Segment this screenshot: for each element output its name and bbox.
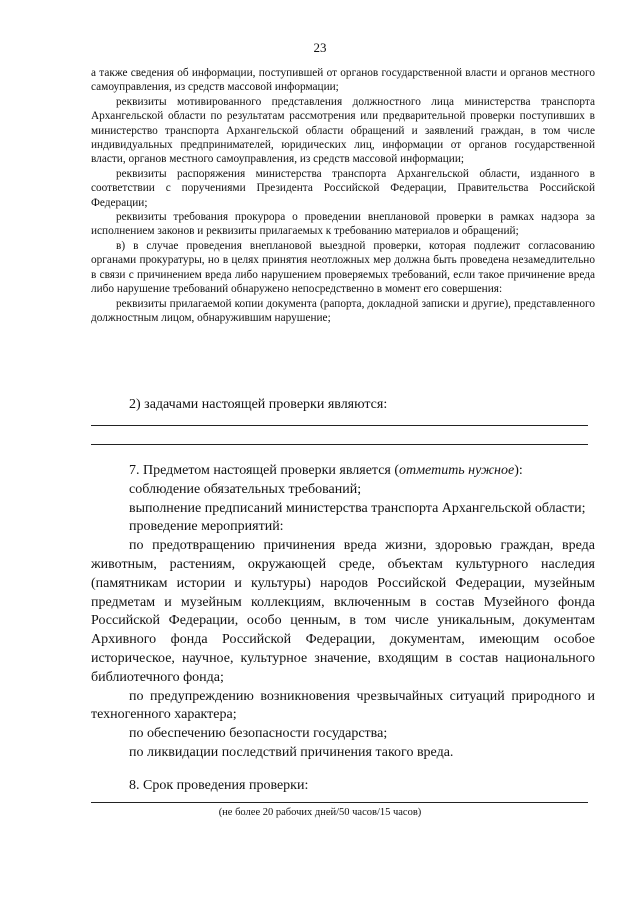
subject-item-harm-prevention: по предотвращению причинения вреда жизни, здоровью граждан, вреда животным, растениям, окружающей среде, объектам культурного наследия (памятникам истории и культуры) народов Российской Федерации, музейным предметам и музейным коллекциям, включенным в состав Музейного фонда Российской Федерации, особо ценным, в том числе уникальным, документам Архивного фонда Российской Федерации, документам, имеющим особое историческое, научное, культурное значение, входящим в состав национального библиотечного фонда;	[91, 538, 595, 685]
subject-item-prescriptions: выполнение предписаний министерства транспорта Архангельской области;	[129, 500, 586, 516]
section-8-heading: 8. Срок проведения проверки:	[129, 777, 309, 793]
term-fill-in-line	[91, 802, 588, 803]
paragraph-prosecutor-requirement: реквизиты требования прокурора о проведении внеплановой проверки в рамках надзора за исполнением законов и реквизиты прилагаемых к требованию материалов и обращений;	[91, 211, 595, 238]
page-number: 23	[313, 40, 327, 55]
term-caption: (не более 20 рабочих дней/50 часов/15 часов)	[218, 807, 422, 818]
subject-item-emergency-prevention: по предупреждению возникновения чрезвычайных ситуаций природного и техногенного характера;	[91, 688, 595, 723]
subject-item-harm-liquidation: по ликвидации последствий причинения такого вреда.	[129, 744, 454, 760]
mark-needed-hint: отметить нужное	[399, 463, 515, 478]
fill-in-line-1	[91, 425, 588, 426]
grounds-text-block	[91, 66, 595, 325]
subject-item-state-security: по обеспечению безопасности государства;	[129, 726, 388, 742]
paragraph-urgent-inspection: в) в случае проведения внеплановой выездной проверки, которая подлежит согласованию органами прокуратуры, но в целях принятия неотложных мер должна быть проведена незамедлительно в связи с причинением вреда либо нарушением проверяемых требований, если такое причинение вреда либо нарушение требований обнаружено непосредственно в момент его совершения:	[91, 239, 595, 296]
section-7-heading: 7. Предметом настоящей проверки является (отметить нужное):	[129, 463, 523, 478]
section-7-block	[91, 462, 595, 796]
fill-in-line-2	[91, 444, 588, 445]
paragraph-motivated-submission: реквизиты мотивированного представления должностного лица министерства транспорта Архангельской области по результатам рассмотрения или предварительной проверки поступивших в министерство транспорта Архангельской области обращений и заявлений граждан, в том числе индивидуальных предпринимателей, юридических лиц, информации от органов государственной власти, органов местного самоуправления, из средств массовой информации;	[91, 95, 595, 166]
subject-item-measures: проведение мероприятий:	[129, 519, 284, 535]
paragraph-info-sources: а также сведения об информации, поступившей от органов государственной власти и органов местного самоуправления, из средств массовой информации;	[91, 67, 595, 94]
paragraph-attached-document: реквизиты прилагаемой копии документа (рапорта, докладной записки и другие), представленного должностным лицом, обнаружившим нарушение;	[91, 297, 595, 324]
section-2-heading: 2) задачами настоящей проверки являются:	[129, 397, 388, 412]
paragraph-ministry-order: реквизиты распоряжения министерства транспорта Архангельской области, изданного в соответствии с поручениями Президента Российской Федерации, Правительства Российской Федерации;	[91, 167, 595, 209]
subject-item-compliance: соблюдение обязательных требований;	[129, 481, 362, 497]
